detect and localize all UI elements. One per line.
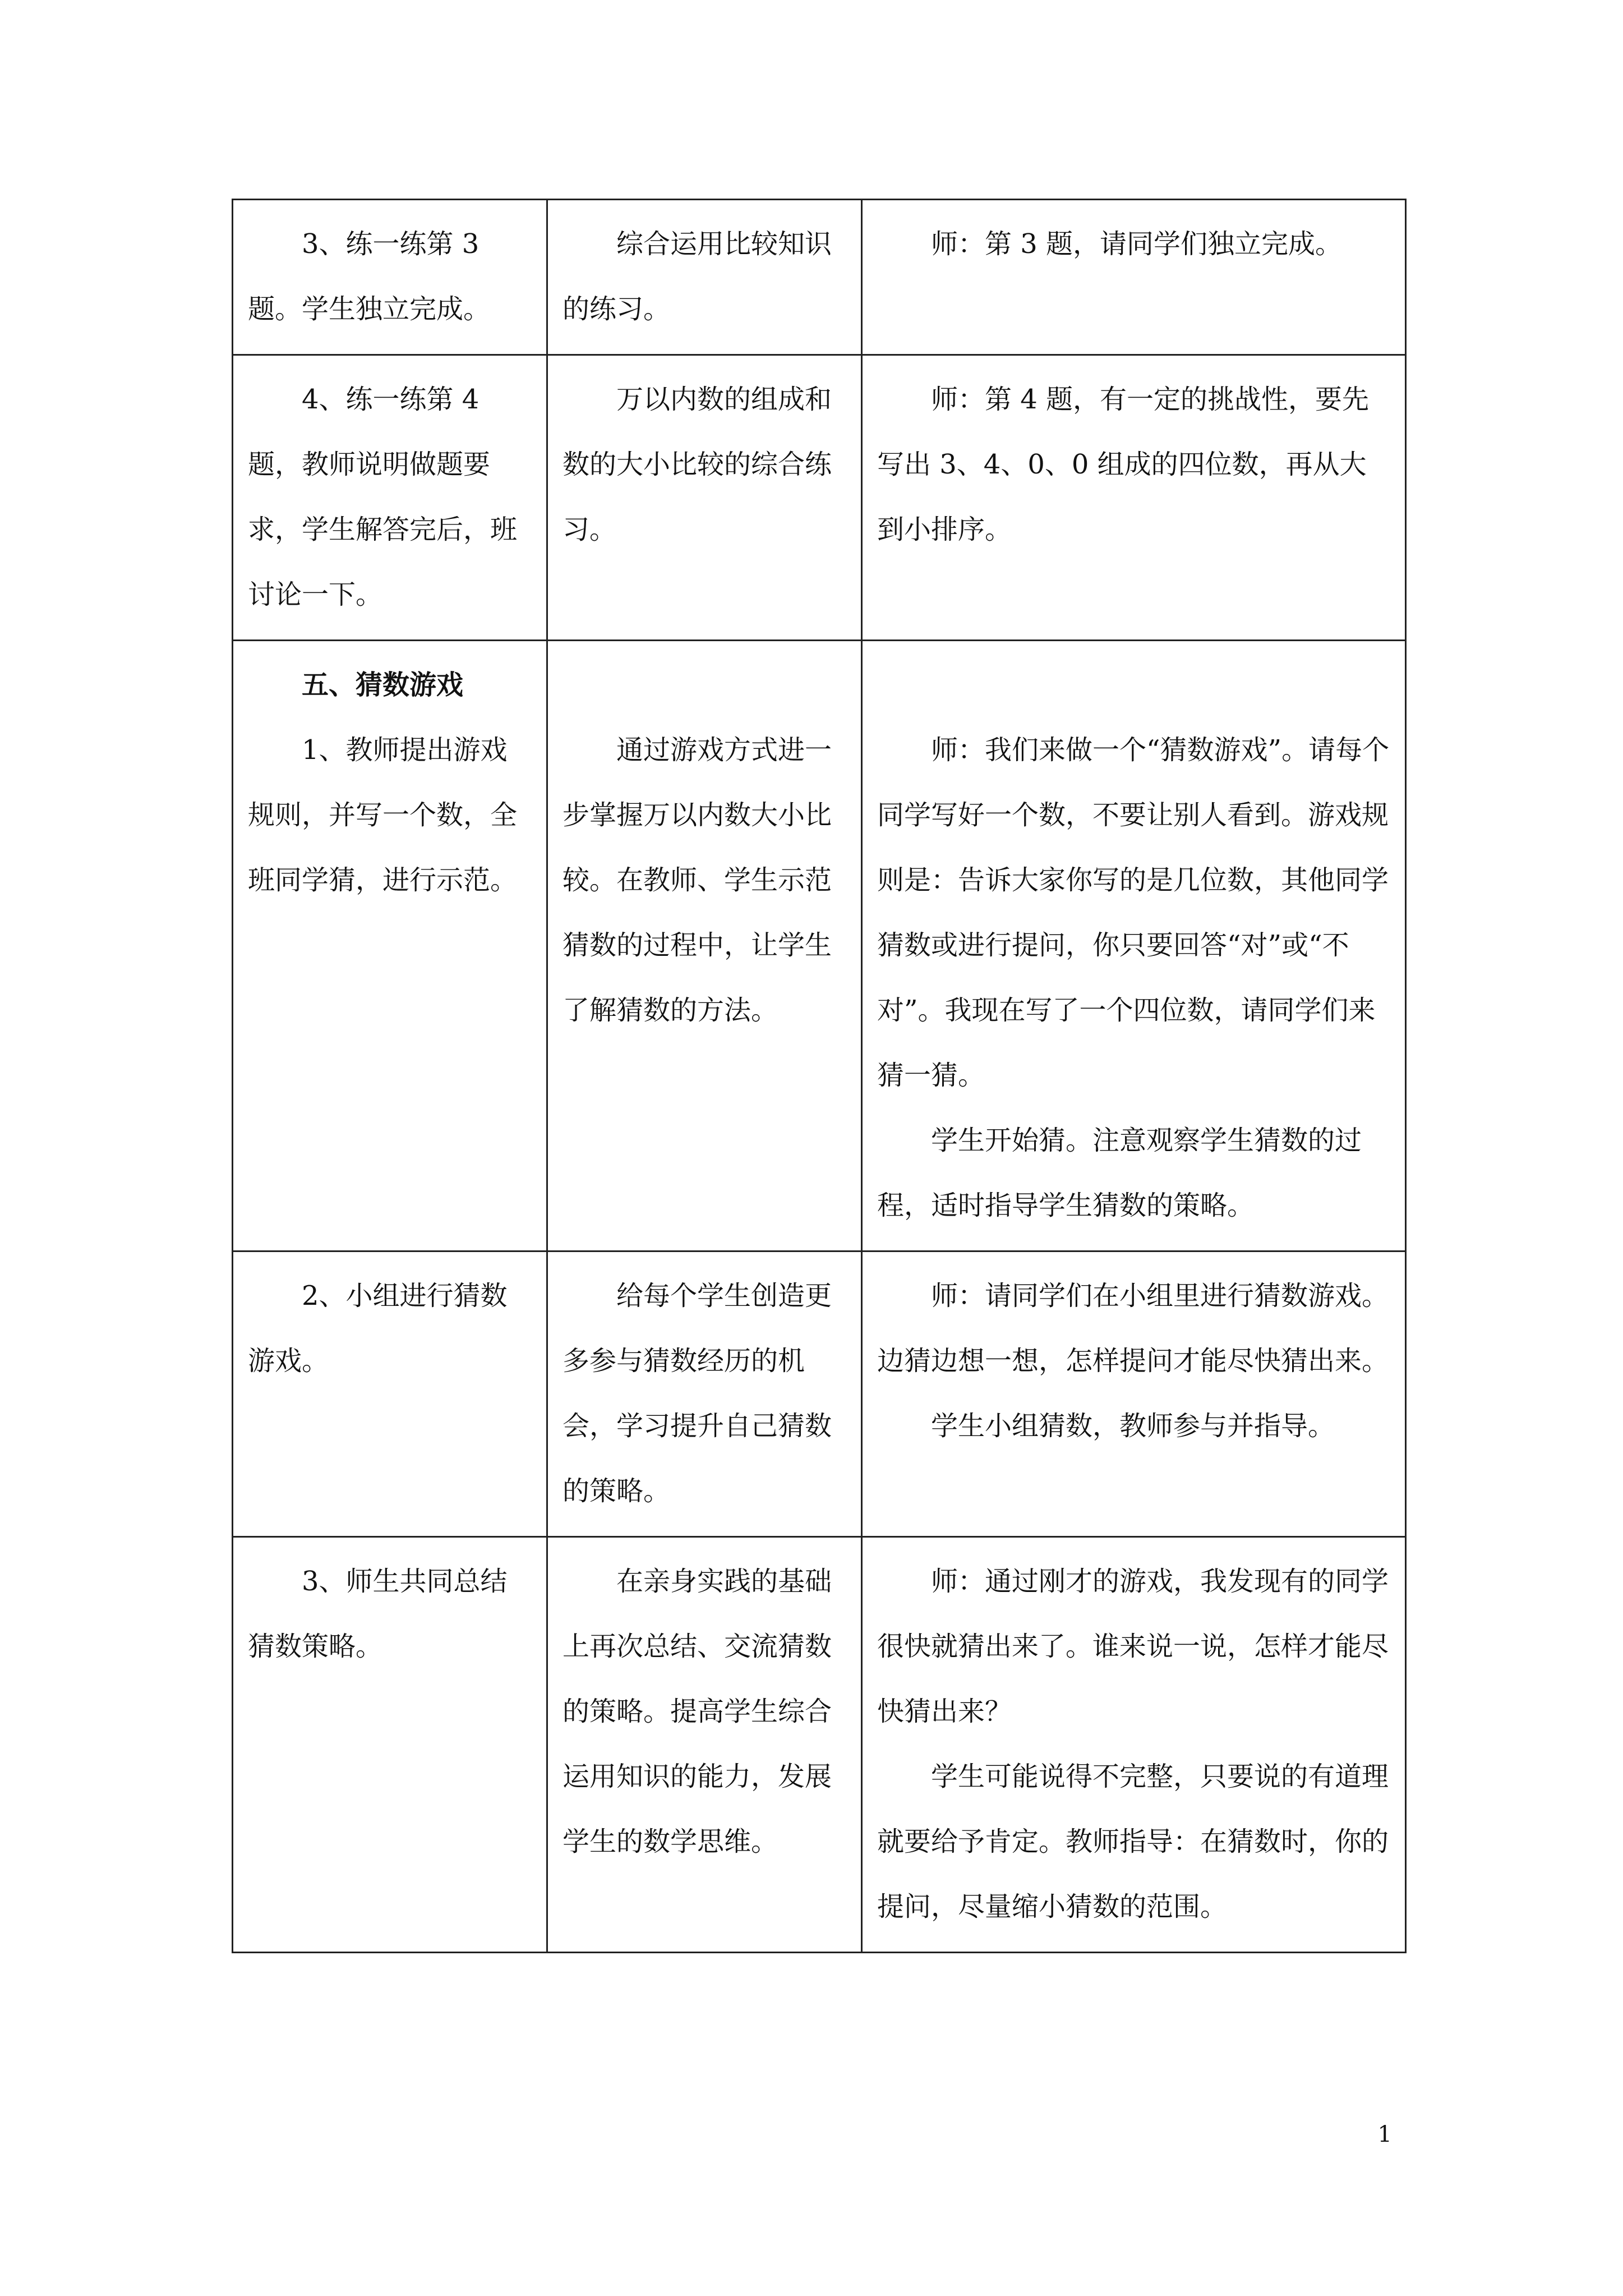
purpose-text: 综合运用比较知识的练习。 — [562, 228, 832, 325]
purpose-cell — [547, 641, 862, 1251]
dialogue-cell — [862, 1251, 1406, 1537]
activity-cell — [233, 1251, 547, 1537]
purpose-cell — [547, 355, 862, 641]
page-number: 1 — [1377, 2122, 1392, 2147]
lesson-plan-table — [232, 199, 1407, 1953]
table-row — [233, 641, 1406, 1251]
activity-cell — [233, 355, 547, 641]
activity-text: 2、小组进行猜数游戏。 — [248, 1280, 508, 1377]
table-row — [233, 1537, 1406, 1953]
dialogue-text: 师：第 3 题，请同学们独立完成。 — [931, 228, 1343, 260]
activity-cell — [233, 200, 547, 355]
activity-cell — [233, 1537, 547, 1953]
section-heading: 五、猜数游戏 — [302, 669, 464, 701]
purpose-cell — [547, 1251, 862, 1537]
dialogue-text: 学生开始猜。注意观察学生猜数的过程，适时指导学生猜数的策略。 — [877, 1125, 1362, 1221]
activity-text: 3、练一练第 3 题。学生独立完成。 — [248, 228, 491, 325]
dialogue-cell — [862, 1537, 1406, 1953]
activity-cell — [233, 641, 547, 1251]
activity-text: 1、教师提出游戏规则，并写一个数，全班同学猜，进行示范。 — [248, 734, 518, 896]
purpose-text: 万以内数的组成和数的大小比较的综合练习。 — [562, 384, 832, 545]
purpose-cell — [547, 1537, 862, 1953]
dialogue-text: 师：请同学们在小组里进行猜数游戏。边猜边想一想，怎样提问才能尽快猜出来。 — [877, 1280, 1389, 1377]
dialogue-cell — [862, 641, 1406, 1251]
dialogue-cell — [862, 200, 1406, 355]
dialogue-text: 师：通过刚才的游戏，我发现有的同学很快就猜出来了。谁来说一说，怎样才能尽快猜出来？ — [877, 1566, 1389, 1727]
activity-text: 4、练一练第 4 题，教师说明做题要求，学生解答完后，班讨论一下。 — [248, 384, 518, 610]
dialogue-text: 学生可能说得不完整，只要说的有道理就要给予肯定。教师指导：在猜数时，你的提问，尽量缩小猜数的范围。 — [877, 1761, 1389, 1922]
table-row — [233, 355, 1406, 641]
purpose-cell — [547, 200, 862, 355]
dialogue-text: 学生小组猜数，教师参与并指导。 — [931, 1410, 1335, 1442]
purpose-text: 在亲身实践的基础上再次总结、交流猜数的策略。提高学生综合运用知识的能力，发展学生的数学思维。 — [562, 1566, 832, 1857]
dialogue-text: 师：第 4 题，有一定的挑战性，要先写出 3、4、0、0 组成的四位数，再从大到小排序。 — [877, 384, 1370, 545]
dialogue-cell — [862, 355, 1406, 641]
activity-text: 3、师生共同总结猜数策略。 — [248, 1566, 508, 1662]
table-row — [233, 200, 1406, 355]
dialogue-text: 师：我们来做一个“猜数游戏”。请每个同学写好一个数，不要让别人看到。游戏规则是：告诉大家你写的是几位数，其他同学猜数或进行提问，你只要回答“对”或“不对”。我现在写了一个四位数，请同学们来猜一猜。 — [877, 734, 1390, 1091]
table-row — [233, 1251, 1406, 1537]
purpose-text: 通过游戏方式进一步掌握万以内数大小比较。在教师、学生示范猜数的过程中，让学生了解猜数的方法。 — [562, 734, 832, 1026]
purpose-text: 给每个学生创造更多参与猜数经历的机会，学习提升自己猜数的策略。 — [562, 1280, 832, 1507]
